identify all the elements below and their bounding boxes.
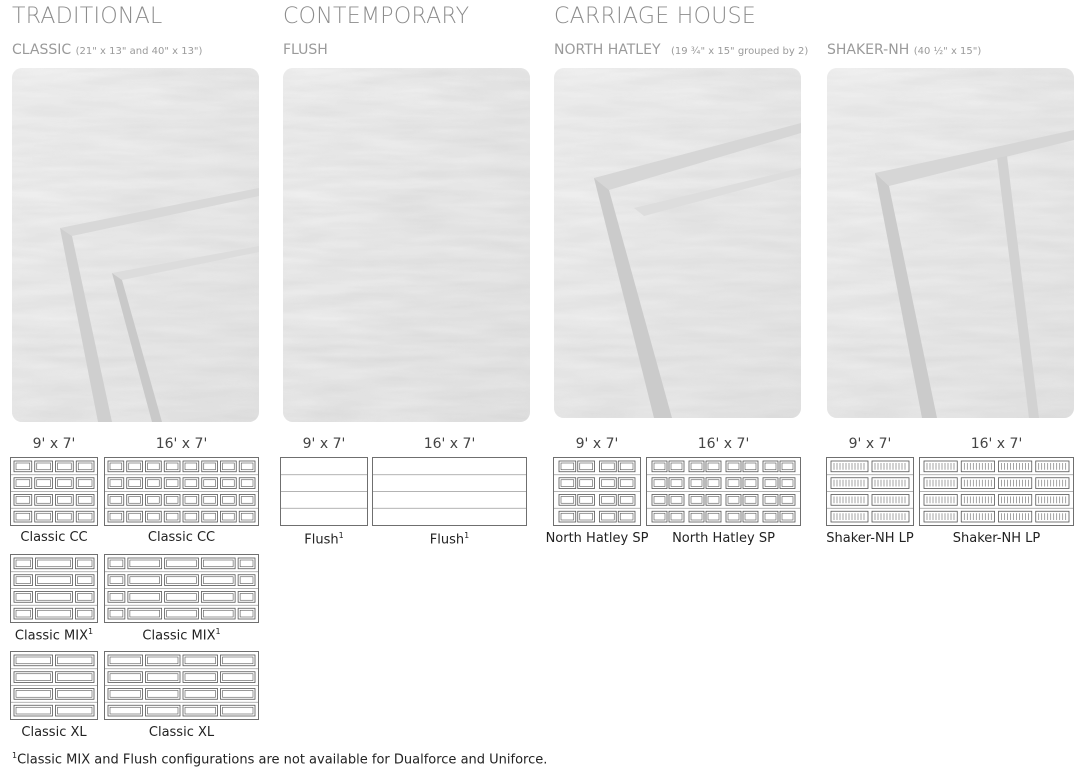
raised-panel-inner — [130, 610, 160, 617]
raised-panel-inner — [16, 691, 51, 698]
raised-panel-inner — [58, 463, 72, 470]
raised-panel-inner — [203, 560, 233, 567]
shaker-panel — [961, 495, 994, 506]
shaker-panel — [999, 495, 1032, 506]
size-label-16x7: 16' x 7' — [697, 436, 750, 452]
raised-panel-inner — [58, 480, 72, 487]
raised-panel-inner — [561, 497, 574, 504]
raised-panel-inner — [58, 513, 72, 520]
raised-panel-inner — [38, 577, 71, 584]
raised-panel-inner — [240, 560, 253, 567]
raised-panel-inner — [765, 513, 776, 520]
raised-panel-inner — [16, 577, 31, 584]
raised-panel-inner — [185, 480, 197, 487]
raised-panel-inner — [110, 691, 141, 698]
raised-panel-inner — [58, 657, 93, 664]
raised-panel-inner — [16, 674, 51, 681]
raised-panel-inner — [185, 674, 216, 681]
raised-panel-inner — [602, 463, 615, 470]
raised-panel-inner — [580, 497, 593, 504]
flush-16x7-diagram — [372, 457, 527, 526]
raised-panel-inner — [167, 594, 197, 601]
raised-panel-inner — [78, 610, 93, 617]
raised-panel-inner — [691, 463, 702, 470]
raised-panel-inner — [620, 463, 633, 470]
footnote-marker: 1 — [338, 531, 344, 540]
raised-panel-inner — [204, 480, 216, 487]
style-classic-dims: (21" x 13" and 40" x 13") — [75, 46, 203, 57]
raised-panel-inner — [185, 691, 216, 698]
raised-panel-inner — [38, 560, 71, 567]
raised-panel-inner — [110, 577, 123, 584]
size-label-9x7: 9' x 7' — [848, 436, 892, 452]
raised-panel-inner — [782, 513, 793, 520]
caption-flush — [372, 531, 527, 547]
raised-panel-inner — [38, 610, 71, 617]
shaker-panel — [831, 478, 868, 489]
raised-panel-inner — [78, 463, 92, 470]
caption-shaker-nh-lp: Shaker-NH LP — [952, 531, 1041, 546]
raised-panel-inner — [223, 480, 235, 487]
raised-panel-inner — [728, 463, 739, 470]
shaker-panel — [872, 511, 909, 522]
size-label-16x7: 16' x 7' — [155, 436, 208, 452]
raised-panel-inner — [223, 657, 254, 664]
raised-panel-inner — [129, 480, 141, 487]
raised-panel-inner — [78, 560, 93, 567]
style-north-hatley-dims: (19 ¾" x 15" grouped by 2) — [670, 46, 809, 57]
shaker-panel — [872, 461, 909, 472]
style-shaker-dims: (40 ½" x 15") — [913, 46, 982, 57]
raised-panel-inner — [223, 513, 235, 520]
raised-panel-inner — [130, 594, 160, 601]
raised-panel-inner — [204, 513, 216, 520]
raised-panel-inner — [241, 513, 253, 520]
shaker-panel — [999, 511, 1032, 522]
category-traditional: TRADITIONAL — [12, 4, 163, 29]
raised-panel-inner — [129, 463, 141, 470]
raised-panel-inner — [708, 513, 719, 520]
raised-panel-inner — [691, 497, 702, 504]
raised-panel-inner — [130, 577, 160, 584]
raised-panel-inner — [16, 707, 51, 714]
shaker-nh-lp-9x7-diagram — [826, 457, 914, 526]
flush-9x7-diagram — [280, 457, 368, 526]
raised-panel-inner — [240, 594, 253, 601]
raised-panel-inner — [110, 480, 122, 487]
classic-cc-16x7-diagram — [104, 457, 259, 526]
style-shaker-name: SHAKER-NH — [827, 42, 910, 58]
raised-panel-inner — [16, 463, 30, 470]
caption-text: Classic MIX — [142, 628, 216, 644]
raised-panel-inner — [185, 513, 197, 520]
size-label-9x7: 9' x 7' — [32, 436, 76, 452]
raised-panel-inner — [167, 560, 197, 567]
raised-panel-inner — [223, 707, 254, 714]
raised-panel-inner — [58, 497, 72, 504]
raised-panel-inner — [58, 674, 93, 681]
raised-panel-inner — [130, 560, 160, 567]
raised-panel-inner — [167, 610, 197, 617]
style-shaker-heading — [827, 42, 981, 58]
size-label-9x7: 9' x 7' — [302, 436, 346, 452]
raised-panel-inner — [654, 513, 665, 520]
raised-panel-inner — [110, 594, 123, 601]
footnote-marker: 1 — [464, 531, 470, 540]
category-contemporary: CONTEMPORARY — [283, 4, 470, 29]
raised-panel-inner — [110, 463, 122, 470]
raised-panel-inner — [654, 463, 665, 470]
raised-panel-inner — [185, 657, 216, 664]
caption-classic-cc: Classic CC — [20, 530, 88, 545]
shaker-panel-photo — [827, 68, 1074, 418]
raised-panel-inner — [561, 463, 574, 470]
raised-panel-inner — [78, 480, 92, 487]
north-hatley-sp-16x7-diagram — [646, 457, 801, 526]
north-hatley-sp-9x7-diagram — [553, 457, 641, 526]
raised-panel-inner — [37, 463, 51, 470]
raised-panel-inner — [241, 480, 253, 487]
raised-panel-inner — [782, 480, 793, 487]
shaker-panel — [924, 495, 957, 506]
raised-panel-inner — [37, 480, 51, 487]
raised-panel-inner — [185, 463, 197, 470]
raised-panel-inner — [728, 497, 739, 504]
shaker-panel — [1036, 495, 1069, 506]
classic-mix-9x7-diagram — [10, 554, 98, 623]
shaker-panel — [1036, 478, 1069, 489]
shaker-panel — [1036, 511, 1069, 522]
size-label-9x7: 9' x 7' — [575, 436, 619, 452]
caption-text: Flush — [304, 532, 339, 548]
shaker-panel — [924, 461, 957, 472]
raised-panel-inner — [602, 497, 615, 504]
raised-panel-inner — [708, 463, 719, 470]
raised-panel-inner — [580, 463, 593, 470]
raised-panel-inner — [671, 463, 682, 470]
raised-panel-inner — [671, 497, 682, 504]
raised-panel-inner — [16, 497, 30, 504]
raised-panel-inner — [691, 480, 702, 487]
raised-panel-inner — [203, 577, 233, 584]
shaker-panel — [831, 461, 868, 472]
raised-panel-inner — [58, 707, 93, 714]
raised-panel-inner — [148, 513, 160, 520]
raised-panel-inner — [16, 657, 51, 664]
raised-panel-inner — [728, 513, 739, 520]
raised-panel-inner — [166, 497, 178, 504]
raised-panel-inner — [185, 497, 197, 504]
style-north-hatley-heading — [554, 42, 808, 58]
style-classic-heading — [12, 42, 202, 58]
raised-panel-inner — [240, 577, 253, 584]
raised-panel-inner — [148, 691, 179, 698]
raised-panel-inner — [148, 480, 160, 487]
caption-classic-xl: Classic XL — [21, 725, 87, 740]
caption-classic-mix — [6, 627, 102, 643]
raised-panel-inner — [167, 577, 197, 584]
shaker-nh-lp-16x7-diagram — [919, 457, 1074, 526]
size-label-16x7: 16' x 7' — [423, 436, 476, 452]
raised-panel-inner — [148, 707, 179, 714]
raised-panel-inner — [728, 480, 739, 487]
footnote-marker: 1 — [12, 751, 18, 760]
raised-panel-inner — [654, 480, 665, 487]
raised-panel-inner — [110, 497, 122, 504]
raised-panel-inner — [166, 480, 178, 487]
raised-panel-inner — [745, 513, 756, 520]
style-classic-name: CLASSIC — [12, 42, 72, 58]
raised-panel-inner — [16, 513, 30, 520]
caption-north-hatley-sp: North Hatley SP — [545, 531, 649, 546]
raised-panel-inner — [745, 497, 756, 504]
raised-panel-inner — [37, 513, 51, 520]
shaker-panel — [961, 511, 994, 522]
raised-panel-inner — [782, 497, 793, 504]
raised-panel-inner — [16, 560, 31, 567]
raised-panel-inner — [148, 463, 160, 470]
raised-panel-inner — [561, 480, 574, 487]
classic-xl-9x7-diagram — [10, 651, 98, 720]
raised-panel-inner — [620, 513, 633, 520]
caption-flush — [280, 531, 368, 547]
shaker-panel — [924, 511, 957, 522]
raised-panel-inner — [16, 480, 30, 487]
raised-panel-inner — [203, 594, 233, 601]
raised-panel-inner — [620, 497, 633, 504]
raised-panel-inner — [203, 610, 233, 617]
raised-panel-inner — [671, 480, 682, 487]
raised-panel-inner — [691, 513, 702, 520]
caption-classic-cc: Classic CC — [147, 530, 216, 545]
raised-panel-inner — [240, 610, 253, 617]
raised-panel-inner — [241, 463, 253, 470]
raised-panel-inner — [765, 480, 776, 487]
raised-panel-inner — [110, 560, 123, 567]
classic-cc-9x7-diagram — [10, 457, 98, 526]
raised-panel-inner — [223, 497, 235, 504]
footnote-marker: 1 — [215, 627, 221, 636]
style-flush-heading — [283, 42, 328, 58]
caption-shaker-nh-lp: Shaker-NH LP — [826, 531, 914, 546]
raised-panel-inner — [561, 513, 574, 520]
raised-panel-inner — [110, 657, 141, 664]
raised-panel-inner — [78, 513, 92, 520]
raised-panel-inner — [129, 513, 141, 520]
raised-panel-inner — [148, 497, 160, 504]
raised-panel-inner — [148, 657, 179, 664]
raised-panel-inner — [58, 691, 93, 698]
raised-panel-inner — [620, 480, 633, 487]
raised-panel-inner — [745, 480, 756, 487]
raised-panel-inner — [602, 513, 615, 520]
raised-panel-inner — [782, 463, 793, 470]
caption-text: Classic MIX — [14, 628, 88, 644]
raised-panel-inner — [166, 513, 178, 520]
classic-xl-16x7-diagram — [104, 651, 259, 720]
raised-panel-inner — [765, 463, 776, 470]
classic-panel-photo — [12, 68, 259, 422]
raised-panel-inner — [16, 610, 31, 617]
caption-classic-xl: Classic XL — [148, 725, 215, 740]
shaker-panel — [924, 478, 957, 489]
raised-panel-inner — [129, 497, 141, 504]
shaker-panel — [999, 461, 1032, 472]
raised-panel-inner — [580, 513, 593, 520]
raised-panel-inner — [223, 691, 254, 698]
raised-panel-inner — [580, 480, 593, 487]
category-carriage-house: CARRIAGE HOUSE — [554, 4, 757, 29]
raised-panel-inner — [110, 674, 141, 681]
shaker-panel — [831, 511, 868, 522]
shaker-panel — [1036, 461, 1069, 472]
caption-north-hatley-sp: North Hatley SP — [672, 531, 775, 546]
raised-panel-inner — [148, 674, 179, 681]
raised-panel-inner — [223, 463, 235, 470]
raised-panel-inner — [166, 463, 178, 470]
raised-panel-inner — [204, 497, 216, 504]
north-hatley-panel-photo — [554, 68, 801, 418]
footnote-marker: 1 — [87, 627, 94, 636]
shaker-panel — [961, 478, 994, 489]
footnote — [12, 751, 547, 767]
flush-panel-photo — [283, 68, 530, 422]
raised-panel-inner — [602, 480, 615, 487]
style-flush-name: FLUSH — [283, 42, 328, 58]
raised-panel-inner — [110, 610, 123, 617]
raised-panel-inner — [708, 480, 719, 487]
shaker-panel — [831, 495, 868, 506]
shaker-panel — [999, 478, 1032, 489]
size-label-16x7: 16' x 7' — [970, 436, 1023, 452]
raised-panel-inner — [671, 513, 682, 520]
raised-panel-inner — [37, 497, 51, 504]
raised-panel-inner — [78, 577, 93, 584]
shaker-panel — [872, 495, 909, 506]
raised-panel-inner — [38, 594, 71, 601]
raised-panel-inner — [241, 497, 253, 504]
shaker-panel — [872, 478, 909, 489]
footnote-text: Classic MIX and Flush configurations are not available for Dualforce and Uniforce. — [17, 752, 548, 768]
shaker-panel — [961, 461, 994, 472]
raised-panel-inner — [654, 497, 665, 504]
raised-panel-inner — [765, 497, 776, 504]
caption-text: Flush — [429, 532, 465, 548]
raised-panel-inner — [78, 594, 93, 601]
raised-panel-inner — [708, 497, 719, 504]
classic-mix-16x7-diagram — [104, 554, 259, 623]
raised-panel-inner — [223, 674, 254, 681]
raised-panel-inner — [204, 463, 216, 470]
raised-panel-inner — [110, 707, 141, 714]
caption-classic-mix — [104, 627, 259, 643]
raised-panel-inner — [110, 513, 122, 520]
raised-panel-inner — [185, 707, 216, 714]
raised-panel-inner — [78, 497, 92, 504]
style-north-hatley-name: NORTH HATLEY — [554, 42, 661, 58]
raised-panel-inner — [745, 463, 756, 470]
raised-panel-inner — [16, 594, 31, 601]
